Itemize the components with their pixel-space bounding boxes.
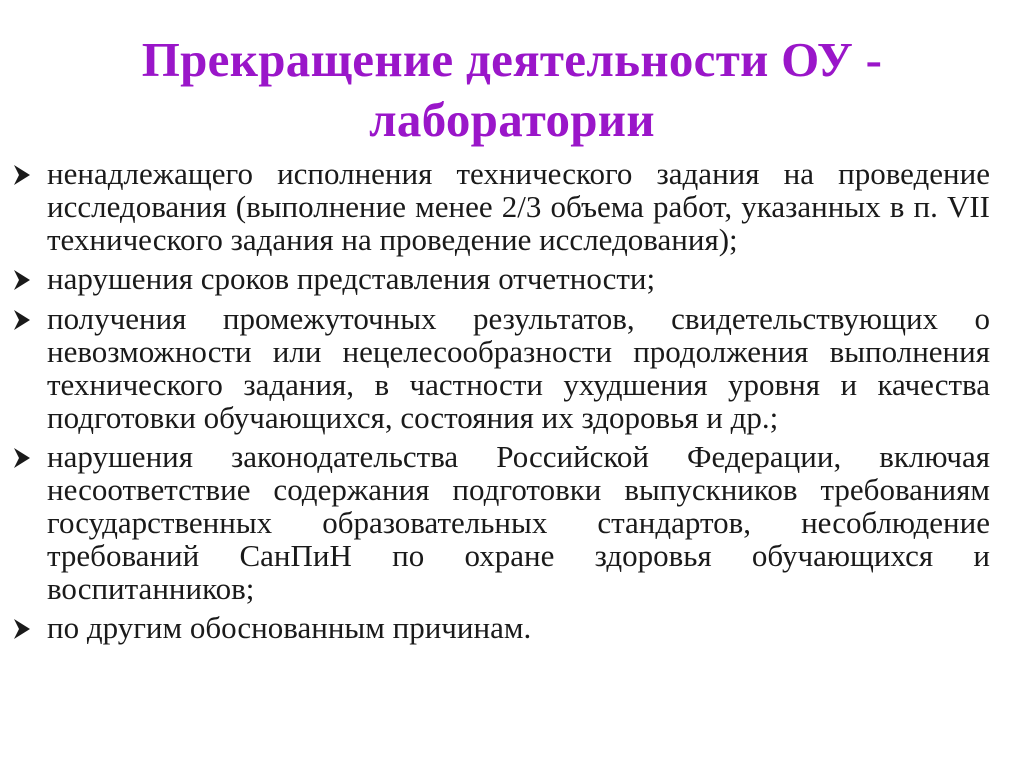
arrowhead-bullet-icon: [11, 158, 35, 190]
bullet-item: [10, 158, 990, 256]
bullet-text: по другим обоснованным причинам.: [47, 610, 532, 646]
bullet-text: нарушения законодательства Российской Федерации, включая несоответствие содержания подготовки выпускников требованиям государственных образовательных стандартов, несоблюдение требований СанПиН по охране здоровья обучающихся и воспитанников;: [47, 439, 990, 606]
arrowhead-bullet-icon: [11, 612, 35, 644]
bullet-list: [10, 158, 990, 652]
slide-title: Прекращение деятельности ОУ - лаборатории: [141, 32, 883, 147]
bullet-item: [10, 441, 990, 605]
bullet-item: [10, 612, 990, 645]
bullet-item: [10, 303, 990, 434]
bullet-item: [10, 263, 990, 296]
bullet-text: получения промежуточных результатов, свидетельствующих о невозможности или нецелесообразности продолжения выполнения технического задания, в частности ухудшения уровня и качества подготовки обучающихся, состояния их здоровья и др.;: [47, 301, 990, 435]
arrowhead-bullet-icon: [11, 441, 35, 473]
arrowhead-bullet-icon: [11, 263, 35, 295]
bullet-text: нарушения сроков представления отчетности;: [47, 261, 656, 297]
bullet-text: ненадлежащего исполнения технического задания на проведение исследования (выполнение менее 2/3 объема работ, указанных в п. VII технического задания на проведение исследования);: [47, 156, 990, 257]
arrowhead-bullet-icon: [11, 303, 35, 335]
